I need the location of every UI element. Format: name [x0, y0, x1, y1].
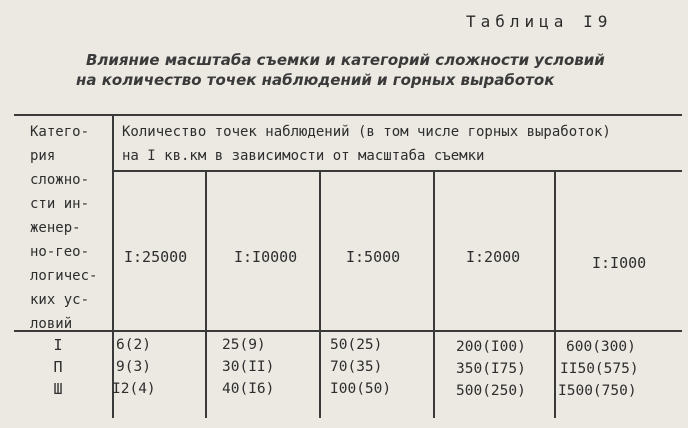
- table-cell: I2(4): [112, 381, 156, 397]
- table-cell: II50(575): [560, 361, 639, 377]
- table-cell: I00(50): [330, 381, 392, 397]
- table-cell: 200(I00): [456, 339, 526, 355]
- row-category-label: I: [53, 336, 63, 354]
- table-cell: 50(25): [330, 337, 383, 353]
- category-header-line: рия: [30, 148, 56, 164]
- category-header-line: сложно-: [30, 172, 90, 188]
- category-header: [30, 120, 114, 336]
- scale-divider-1: [205, 170, 207, 418]
- subheader-rule: [114, 170, 682, 172]
- table-cell: 40(I6): [222, 381, 275, 397]
- scale-header-5000: I:5000: [346, 248, 401, 266]
- category-header-line: ких ус-: [30, 292, 90, 308]
- scale-divider-4: [554, 170, 556, 418]
- table-cell: 6(2): [116, 337, 151, 353]
- scale-divider-3: [433, 170, 435, 418]
- category-header-line: но-гео-: [30, 244, 90, 260]
- table-cell: 350(I75): [456, 361, 526, 377]
- table-number: Таблица I9: [466, 12, 613, 31]
- table-cell: I500(750): [558, 383, 637, 399]
- table-top-rule: [14, 114, 682, 116]
- caption-line-1: Влияние масштаба съемки и категорий сложности условий: [86, 51, 605, 69]
- scale-header-2000: I:2000: [466, 248, 521, 266]
- caption-line-2: на количество точек наблюдений и горных выработок: [76, 71, 555, 89]
- header-bottom-rule: [14, 330, 682, 332]
- table-cell: 600(300): [566, 339, 636, 355]
- category-header-line: Катего-: [30, 124, 90, 140]
- category-header-line: сти ин-: [30, 196, 90, 212]
- table-cell: 30(II): [222, 359, 275, 375]
- row-category-label: Ш: [53, 380, 63, 398]
- category-header-line: женер-: [30, 220, 81, 236]
- category-header-line: ловий: [30, 316, 73, 332]
- points-count-header-line-1: Количество точек наблюдений (в том числе горных выработок): [122, 124, 611, 140]
- table-cell: 70(35): [330, 359, 383, 375]
- category-header-line: логичес-: [30, 268, 98, 284]
- points-count-header: [122, 120, 611, 168]
- scale-divider-2: [319, 170, 321, 418]
- table-cell: 500(250): [456, 383, 526, 399]
- scale-header-10000: I:I0000: [234, 248, 298, 266]
- points-count-header-line-2: на I кв.км в зависимости от масштаба съемки: [122, 148, 485, 164]
- scale-header-25000: I:25000: [124, 248, 188, 266]
- row-category-label: П: [53, 358, 63, 376]
- scale-header-1000: I:I000: [592, 254, 647, 272]
- table-cell: 9(3): [116, 359, 151, 375]
- table-caption: [60, 50, 620, 90]
- table-cell: 25(9): [222, 337, 266, 353]
